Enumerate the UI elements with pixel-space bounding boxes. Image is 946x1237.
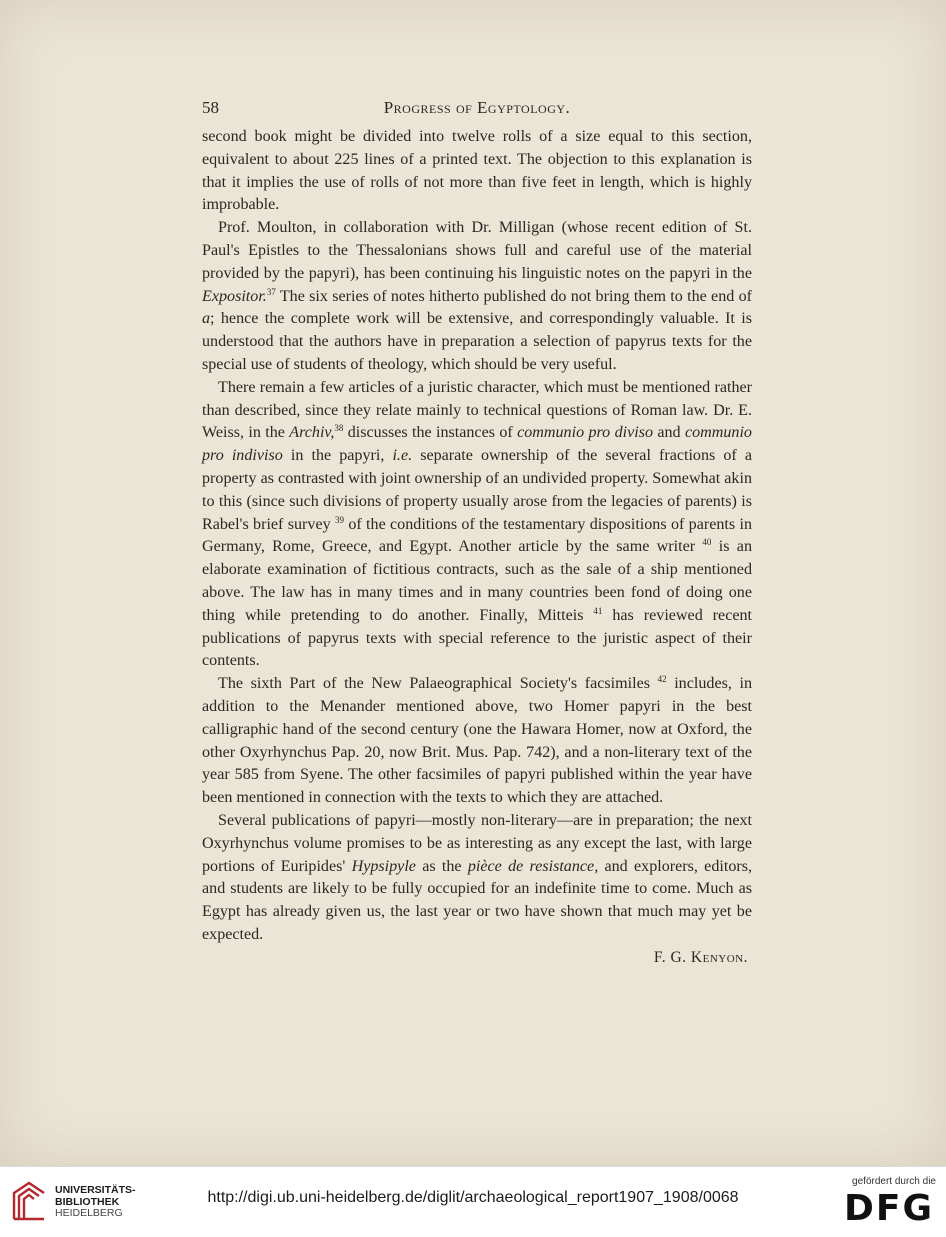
footnote-ref: 37: [266, 286, 276, 297]
permalink-url[interactable]: http://digi.ub.uni-heidelberg.de/diglit/archaeological_report1907_1908/0068: [207, 1189, 739, 1206]
page-number: 58: [202, 98, 219, 117]
body-text: [202, 126, 752, 969]
work-title: Hypsipyle: [351, 857, 416, 875]
header-title: Progress of Egyptology.: [383, 98, 571, 117]
paragraph-1: second book might be divided into twelve rolls of a size equal to this section, equivalent to about 225 lines of a printed text. The objection to this explanation is that it implies the use of rolls of not more than five feet in length, which is highly improbable.: [202, 128, 752, 214]
journal-title: Archiv,: [289, 424, 335, 442]
footnote-ref: 42: [657, 674, 667, 685]
abbreviation: i.e.: [392, 447, 413, 465]
paragraph-5: Several publications of papyri—mostly non-literary—are in preparation; the next Oxyrhynchus volume promises to be as interesting as any except the last, with large portions of Euripides' Hypsipyle as the pièce de resistance, and explorers, editors, and students are likely to be fully occupied for an indefinite time to come. Much as Egypt has already given us, the last year or two have shown that much may yet be expected.: [202, 811, 753, 943]
paragraph-4: The sixth Part of the New Palaeographical Society's facsimiles $^{42}$ includes, in addition to the Menander mentioned above, two Homer papyri in the best calligraphic hand of the second century (one the Hawara Homer, now at Oxford, the other Oxyrhynchus Pap. 20, now Brit. Mus. Pap. 742), and a non-literary text of the year 585 from Syene. The other facsimiles of papyri published within the year have been mentioned in connection with the texts to which they are attached.: [202, 674, 752, 807]
footnote-ref: 38: [334, 423, 344, 434]
journal-title: Expositor.: [202, 287, 267, 305]
library-footer: [0, 1166, 946, 1237]
paragraph-3: There remain a few articles of a juristic character, which must be mentioned rather than described, since they relate mainly to technical questions of Roman law. Dr. E. Weiss, in the Archiv,$^{38}$ discusses the instances of communio pro diviso and communio pro indiviso in the papyri, i.e. separate ownership of the several fractions of a property as contrasted with joint ownership of an undivided property. Somewhat akin to this (since such divisions of property usually arose from the legacies of parents) is Rabel's brief survey $^{39}$ of the conditions of the testamentary dispositions of parents in Germany, Rome, Greece, and Egypt. Another article by the same writer $^{40}$ is an elaborate examination of fictitious contracts, such as the sale of a ship mentioned above. The law has in many times and in many countries been fond of doing one thing while pretending to do another. Finally, Mitteis $^{41}$ has reviewed recent publications of papyrus texts with special reference to the juristic aspect of their contents.: [202, 378, 753, 670]
paragraph-2: Prof. Moulton, in collaboration with Dr. Milligan (whose recent edition of St. Paul's Epistles to the Thessalonians shows full and careful use of the material provided by the papyri), has been continuing his linguistic notes on the papyri in the Expositor.$^{37}$ The six series of notes hitherto published do not bring them to the end of a; hence the complete work will be extensive, and correspondingly valuable. It is understood that the authors have in preparation a selection of papyrus texts for the special use of students of theology, which should be very useful.: [202, 219, 752, 373]
funded-by-label: gefördert durch die: [852, 1176, 936, 1187]
greek-letter: a: [202, 310, 211, 328]
footnote-ref: 40: [702, 537, 712, 548]
dfg-logo-icon: DFG: [843, 1188, 934, 1229]
library-name: UNIVERSITÄTS- BIBLIOTHEK HEIDELBERG: [55, 1184, 136, 1219]
footnote-ref: 39: [334, 514, 344, 525]
latin-term: communio pro diviso: [517, 424, 654, 442]
running-head: [202, 98, 752, 122]
footnote-ref: 41: [593, 605, 603, 616]
latin-term: communio pro indiviso: [202, 424, 752, 465]
author-signature: F. G. Kenyon.: [653, 948, 748, 966]
french-phrase: pièce de resistance,: [467, 857, 599, 875]
